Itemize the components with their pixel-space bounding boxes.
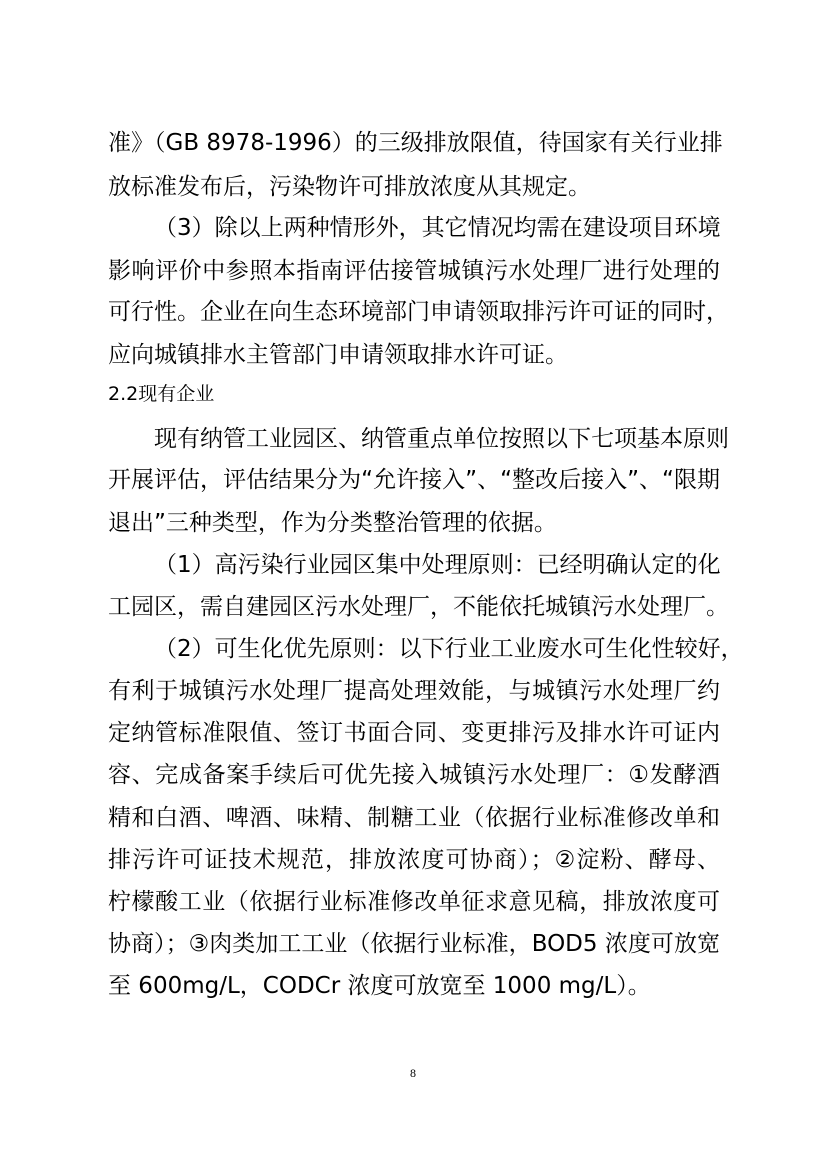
section-heading: 2.2现有企业 <box>108 383 215 405</box>
paragraph-2-line-3: 可行性。企业在向生态环境部门申请领取排污许可证的同时， <box>108 299 729 325</box>
paragraph-5-line-8: 协商）；③肉类加工工业（依据行业标准，BOD5 浓度可放宽 <box>108 931 720 957</box>
paragraph-5-line-1: （2）可生化优先原则：以下行业工业废水可生化性较好， <box>154 636 744 662</box>
paragraph-4-line-2: 工园区，需自建园区污水处理厂，不能依托城镇污水处理厂。 <box>108 594 729 620</box>
paragraph-1-line-1: 准》（GB 8978-1996）的三级排放限值，待国家有关行业排 <box>108 130 723 156</box>
paragraph-5-line-7: 柠檬酸工业（依据行业标准修改单征求意见稿，排放浓度可 <box>108 889 720 915</box>
page-number: 8 <box>410 1066 416 1080</box>
paragraph-3-line-2: 开展评估，评估结果分为“允许接入”、“整改后接入”、“限期 <box>108 467 720 493</box>
paragraph-5-line-3: 定纳管标准限值、签订书面合同、变更排污及排水许可证内 <box>108 720 720 746</box>
paragraph-2-line-2: 影响评价中参照本指南评估接管城镇污水处理厂进行处理的 <box>108 258 720 284</box>
paragraph-5-line-6: 排污许可证技术规范，排放浓度可协商）；②淀粉、酵母、 <box>108 847 720 873</box>
paragraph-3-line-1: 现有纳管工业园区、纳管重点单位按照以下七项基本原则 <box>154 426 729 452</box>
paragraph-5-line-5: 精和白酒、啤酒、味精、制糖工业（依据行业标准修改单和 <box>108 805 720 831</box>
paragraph-5-line-9: 至 600mg/L，CODCr 浓度可放宽至 1000 mg/L）。 <box>108 973 651 999</box>
paragraph-4-line-1: （1）高污染行业园区集中处理原则：已经明确认定的化 <box>154 552 721 578</box>
paragraph-2-line-4: 应向城镇排水主管部门申请领取排水许可证。 <box>108 342 568 368</box>
paragraph-3-line-3: 退出”三种类型，作为分类整治管理的依据。 <box>108 510 557 536</box>
paragraph-2-line-1: （3）除以上两种情形外，其它情况均需在建设项目环境 <box>154 215 721 241</box>
paragraph-5-line-2: 有利于城镇污水处理厂提高处理效能，与城镇污水处理厂约 <box>108 678 720 704</box>
paragraph-5-line-4: 容、完成备案手续后可优先接入城镇污水处理厂：①发酵酒 <box>108 762 720 788</box>
paragraph-1-line-2: 放标准发布后，污染物许可排放浓度从其规定。 <box>108 174 591 200</box>
